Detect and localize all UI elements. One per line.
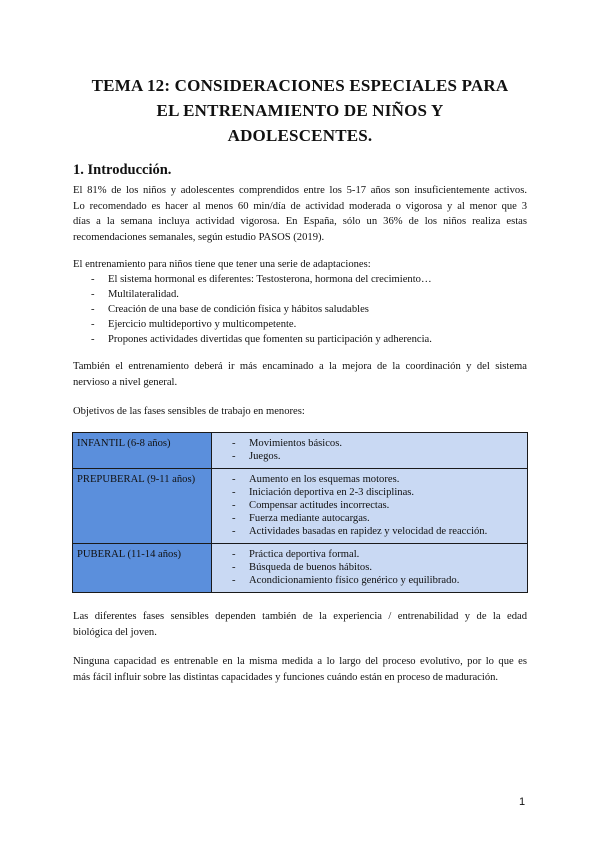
- paragraph-line: recomendaciones semanales, según estudio PASOS (2019).: [73, 231, 325, 243]
- objective-item: - Actividades basadas en rapidez y velocidad de reacción.: [232, 526, 488, 537]
- objective-item: - Búsqueda de buenos hábitos.: [232, 562, 372, 573]
- paragraph-sensitive-phases: [73, 609, 527, 640]
- adaptations-list: [91, 272, 432, 347]
- paragraph-coordination: [73, 359, 527, 390]
- paragraph-line: días a la semana incluya actividad vigorosa. En España, sólo un 36% de los niños realiza estas: [73, 216, 527, 227]
- objectives-cell: [212, 469, 528, 544]
- paragraph-line: Lo recomendado es hacer al menos 60 min/día de actividad moderada o vigorosa y al menor que 3: [73, 200, 527, 212]
- objective-item: - Iniciación deportiva en 2-3 disciplinas.: [232, 487, 415, 498]
- objective-item: - Acondicionamiento físico genérico y equilibrado.: [232, 575, 460, 586]
- paragraph-line: También el entrenamiento deberá ir más encaminado a la mejora de la coordinación y del sistema: [73, 361, 527, 372]
- phase-cell: PREPUBERAL (9-11 años): [73, 469, 212, 544]
- paragraph-line: más fácil influir sobre las distintas capacidades y funciones cuándo están en proceso de maduración.: [73, 671, 499, 683]
- page-number: 1: [519, 796, 526, 808]
- paragraph-line: Las diferentes fases sensibles dependen también de la experiencia / entrenabilidad y de la edad: [73, 611, 527, 622]
- title-line-2: EL ENTRENAMIENTO DE NIÑOS Y: [156, 101, 444, 120]
- section-heading: 1. Introducción.: [73, 162, 172, 178]
- dash-bullet: -: [91, 334, 95, 345]
- dash-bullet: -: [91, 319, 95, 330]
- list-item: - El sistema hormonal es diferentes: Testosterona, hormona del crecimiento…: [91, 274, 432, 285]
- title-line-1: TEMA 12: CONSIDERACIONES ESPECIALES PARA: [91, 76, 509, 95]
- table-row: [73, 433, 528, 469]
- title-line-3: ADOLESCENTES.: [227, 126, 373, 145]
- list-item: - Creación de una base de condición física y hábitos saludables: [91, 304, 369, 315]
- paragraph-line: nervioso a nivel general.: [73, 376, 178, 388]
- dash-bullet: -: [91, 304, 95, 315]
- list-intro: El entrenamiento para niños tiene que tener una serie de adaptaciones:: [73, 259, 371, 270]
- objective-item: - Movimientos básicos.: [232, 438, 342, 449]
- phase-cell: INFANTIL (6-8 años): [73, 433, 212, 469]
- paragraph-maturation: [73, 654, 527, 685]
- objective-item: - Compensar actitudes incorrectas.: [232, 500, 390, 511]
- table-row: [73, 544, 528, 593]
- objectives-cell: [212, 433, 528, 469]
- objectives-cell: [212, 544, 528, 593]
- objective-item: - Juegos.: [232, 451, 281, 462]
- dash-bullet: -: [91, 274, 95, 285]
- objective-item: - Fuerza mediante autocargas.: [232, 513, 370, 524]
- dash-bullet: -: [91, 289, 95, 300]
- paragraph-statistics: [73, 183, 527, 245]
- phases-table: [72, 432, 528, 593]
- list-item: - Ejercicio multideportivo y multicompetente.: [91, 319, 297, 330]
- objectives-intro: Objetivos de las fases sensibles de trabajo en menores:: [73, 406, 305, 417]
- table-row: [73, 469, 528, 544]
- paragraph-line: Ninguna capacidad es entrenable en la misma medida a lo largo del proceso evolutivo, por lo que es: [73, 656, 527, 667]
- document-title: [60, 73, 540, 148]
- objective-item: - Práctica deportiva formal.: [232, 549, 360, 560]
- paragraph-line: El 81% de los niños y adolescentes comprendidos entre los 5-17 años son insuficientemente activos.: [73, 185, 527, 196]
- phase-cell: PUBERAL (11-14 años): [73, 544, 212, 593]
- objective-item: - Aumento en los esquemas motores.: [232, 474, 400, 485]
- paragraph-line: biológica del joven.: [73, 626, 157, 638]
- list-item: - Propones actividades divertidas que fomenten su participación y adherencia.: [91, 334, 432, 345]
- list-item: - Multilateralidad.: [91, 289, 179, 300]
